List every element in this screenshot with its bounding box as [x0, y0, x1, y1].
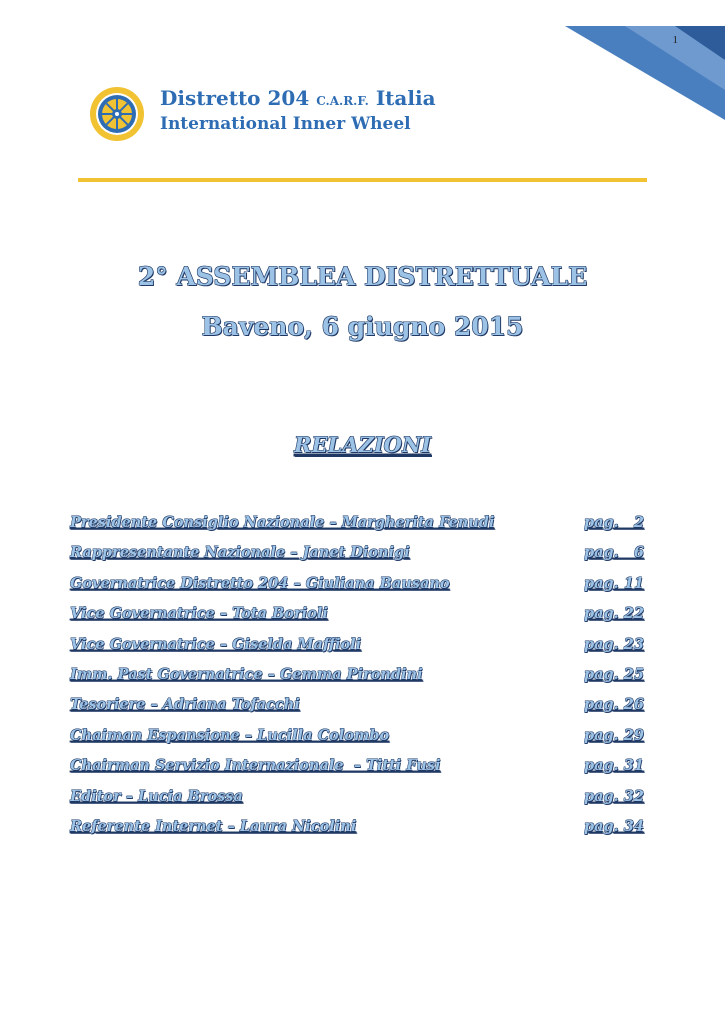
table-of-contents	[70, 514, 652, 848]
toc-page: pag. 6	[584, 544, 644, 562]
document-title: 2° ASSEMBLEA DISTRETTUALE	[137, 262, 588, 291]
toc-item[interactable]	[70, 818, 652, 848]
toc-label: Governatrice Distretto 204 – Giuliana Bausano	[70, 574, 450, 592]
toc-page: pag. 23	[584, 635, 644, 653]
toc-page: pag. 2	[584, 514, 644, 531]
toc-item[interactable]	[70, 666, 652, 696]
corner-decoration	[565, 0, 725, 120]
toc-label: Tesoriere – Adriana Tofacchi	[70, 696, 300, 714]
toc-page: pag. 11	[584, 574, 644, 592]
toc-label: Chairman Servizio Internazionale – Titti Fusi	[70, 757, 441, 775]
toc-label: Referente Internet – Laura Nicolini	[70, 817, 357, 835]
toc-item[interactable]	[70, 636, 652, 666]
toc-label: Vice Governatrice – Tota Borioli	[70, 605, 328, 623]
toc-page: pag. 22	[584, 605, 644, 623]
section-heading: RELAZIONI	[294, 432, 431, 457]
document-subtitle: Baveno, 6 giugno 2015	[201, 312, 524, 341]
toc-label: Editor – Lucia Brossa	[70, 787, 243, 805]
org-subtitle: International Inner Wheel	[160, 114, 411, 134]
page-number: 1	[672, 34, 678, 46]
toc-page: pag. 32	[584, 787, 644, 805]
toc-label: Rappresentante Nazionale – Janet Dionigi	[70, 544, 410, 562]
toc-page: pag. 31	[584, 757, 644, 775]
org-country: Italia	[375, 86, 436, 110]
toc-item[interactable]	[70, 514, 652, 544]
toc-item[interactable]	[70, 757, 652, 787]
toc-page: pag. 25	[584, 665, 644, 683]
toc-item[interactable]	[70, 788, 652, 818]
toc-page: pag. 26	[584, 696, 644, 714]
toc-item[interactable]	[70, 696, 652, 726]
toc-item[interactable]	[70, 544, 652, 574]
org-name-line	[160, 86, 436, 113]
toc-page: pag. 34	[584, 817, 644, 835]
toc-label: Vice Governatrice – Giselda Maffioli	[70, 635, 362, 653]
org-abbrev: C.A.R.F.	[316, 94, 369, 108]
toc-item[interactable]	[70, 575, 652, 605]
inner-wheel-logo	[89, 86, 145, 142]
toc-page: pag. 29	[584, 726, 644, 744]
organization-header	[160, 86, 436, 135]
toc-item[interactable]	[70, 727, 652, 757]
toc-label: Presidente Consiglio Nazionale – Margherita Fenudi	[70, 514, 495, 531]
org-name: Distretto 204	[160, 86, 310, 110]
toc-item[interactable]	[70, 605, 652, 635]
toc-label: Chaiman Espansione – Lucilla Colombo	[70, 726, 390, 744]
header-divider	[78, 178, 647, 182]
toc-label: Imm. Past Governatrice – Gemma Pirondini	[70, 665, 423, 683]
